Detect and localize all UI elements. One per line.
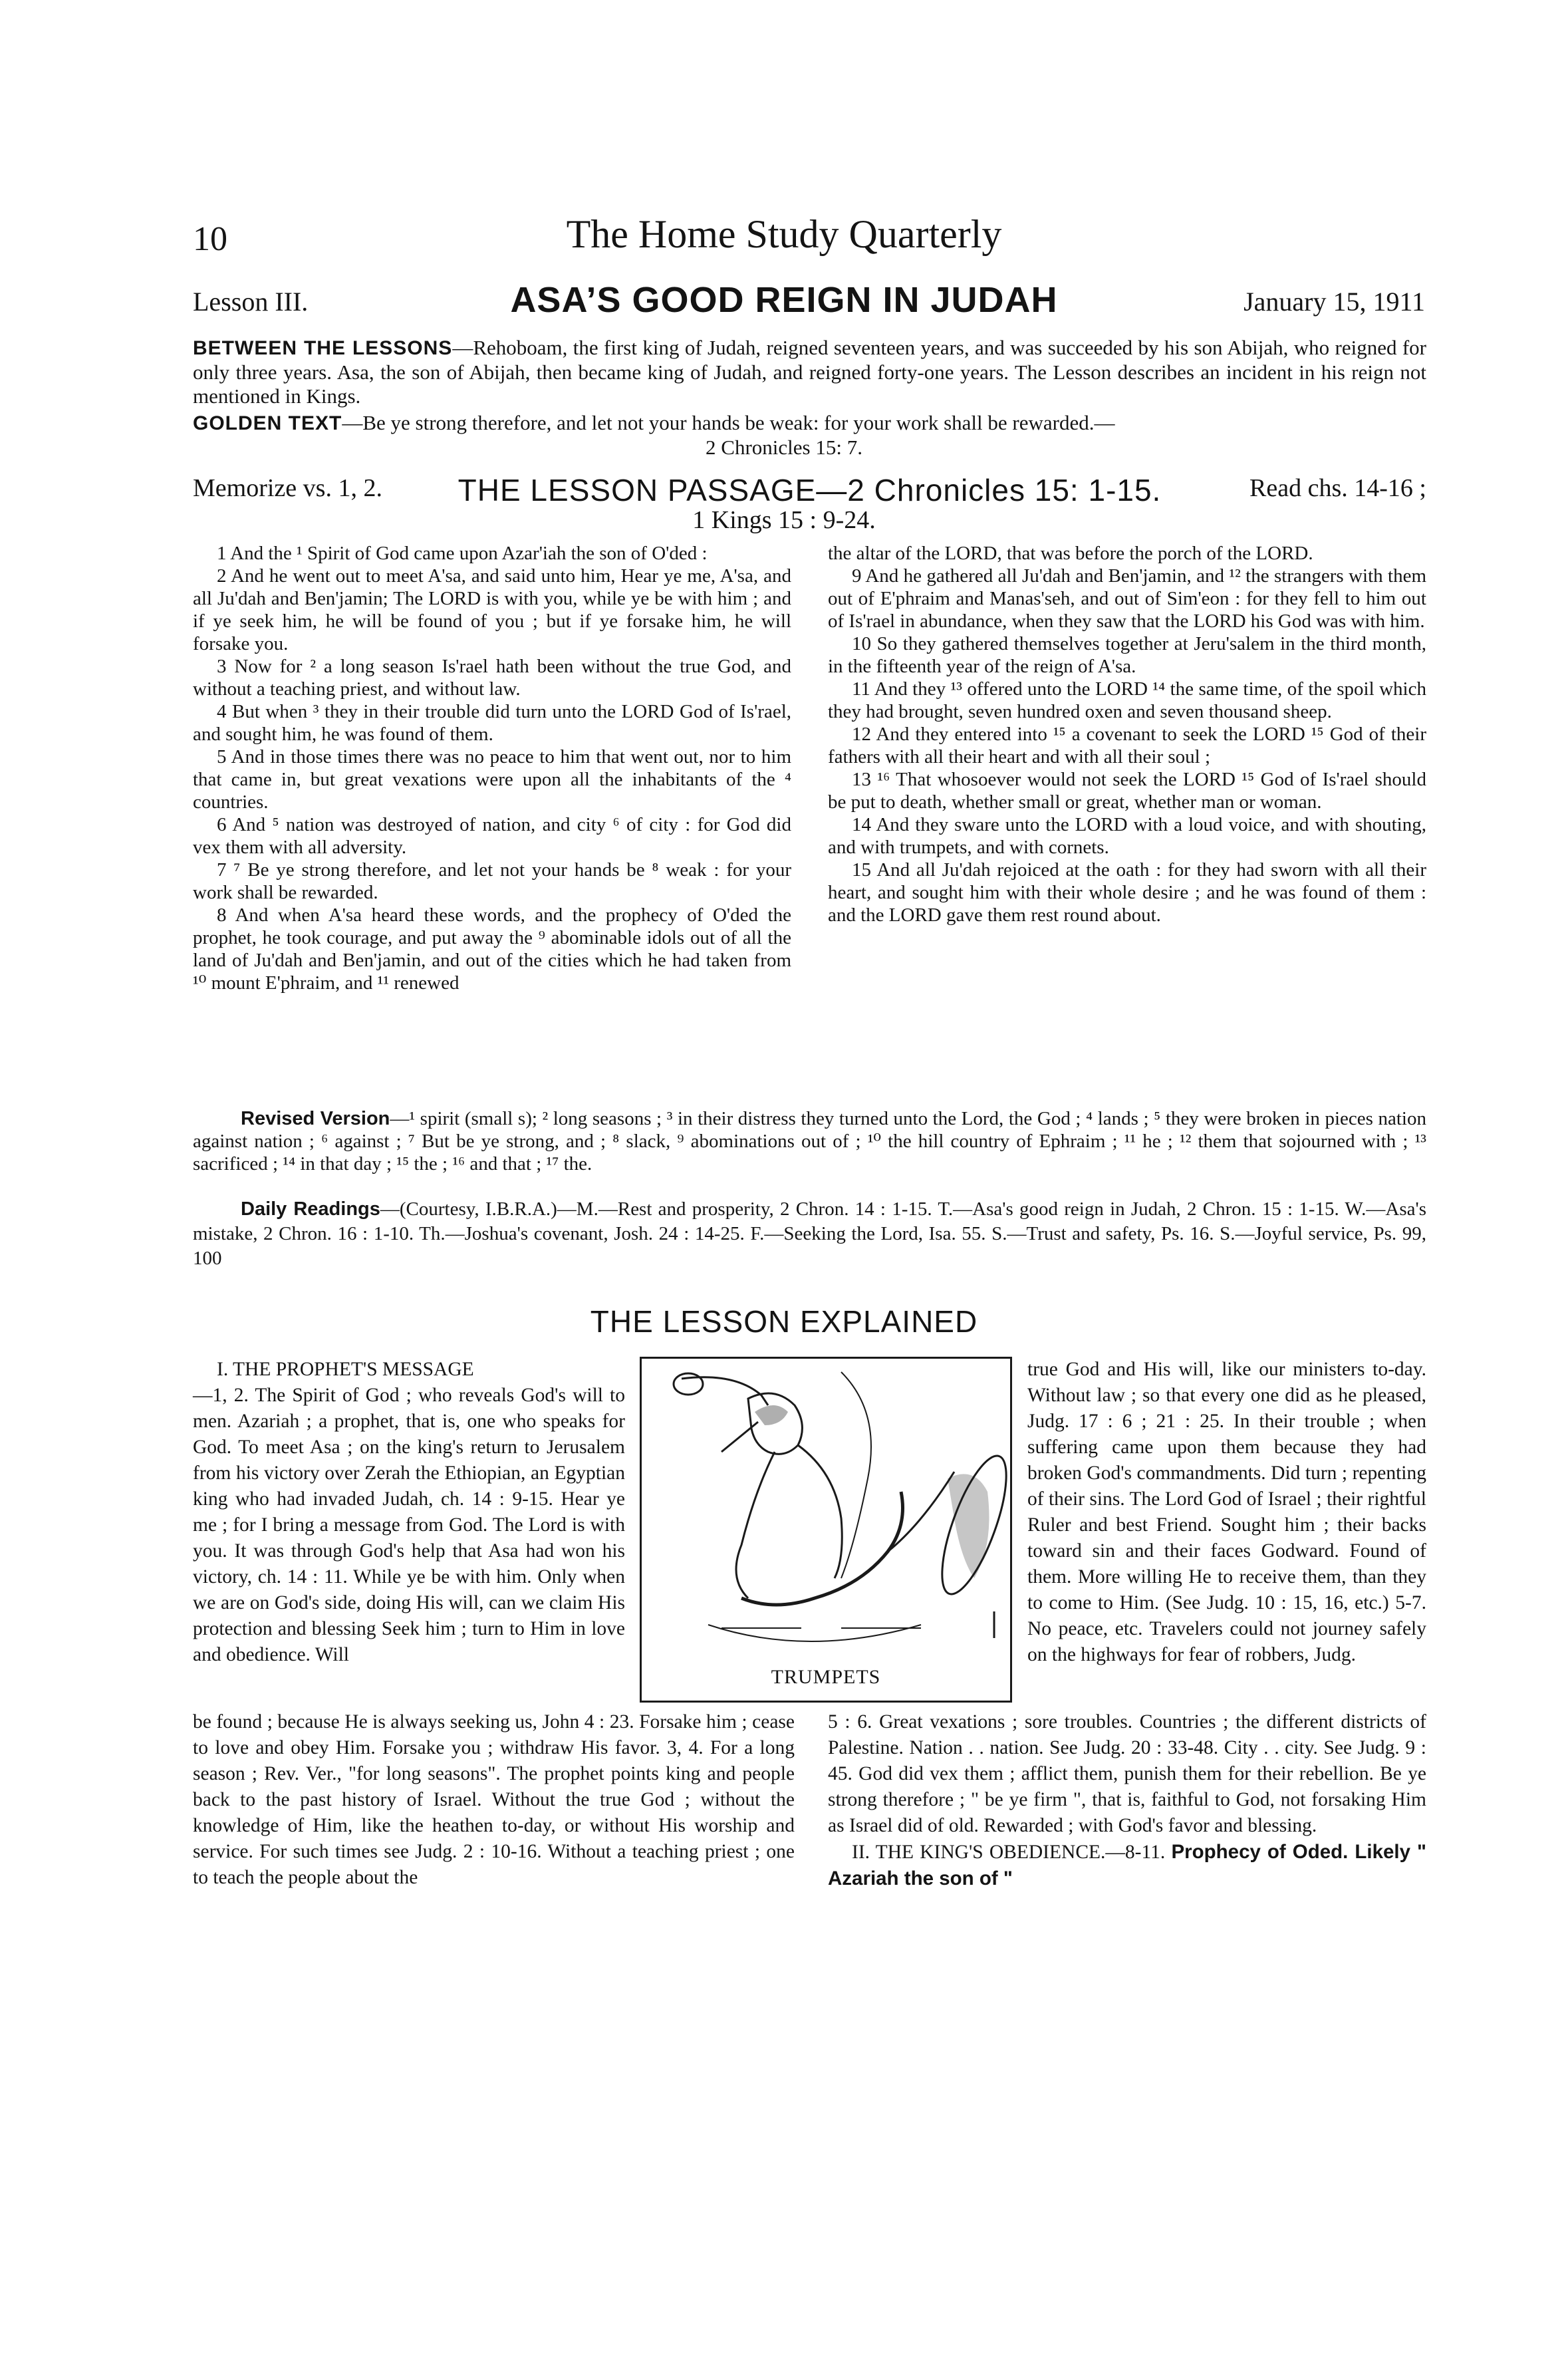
verses-right-column: [828, 542, 1426, 926]
verse: 15 And all Ju'dah rejoiced at the oath : for they had sworn with all their heart, and sought him with their whole desire ; and he was found of them : and the LORD gave them rest round about.: [828, 859, 1426, 926]
trumpets-illustration: [640, 1357, 1012, 1703]
section-heading: II. THE KING'S OBEDIENCE.—8-11.: [852, 1842, 1166, 1863]
verse: 3 Now for ² a long season Is'rael hath been without the true God, and without a teaching priest, and without law.: [193, 656, 791, 700]
explained-bottom-right: [828, 1709, 1426, 1892]
golden-text-heading: GOLDEN TEXT: [193, 412, 342, 434]
verse: 8 And when A'sa heard these words, and the prophecy of O'ded the prophet, he took courage, and put away the ⁹ abominable idols out of all the land of Ju'dah and Ben'jamin, and out of the cities which he had taken from ¹⁰ mount E'phraim, and ¹¹ renewed: [193, 904, 791, 994]
golden-text-reference: 2 Chronicles 15: 7.: [706, 436, 862, 459]
explained-bottom-left: [193, 1709, 795, 1891]
verse: 11 And they ¹³ offered unto the LORD ¹⁴ the same time, of the spoil which they had brought, seven hundred oxen and seven thousand sheep.: [828, 678, 1426, 722]
verse: 4 But when ³ they in their trouble did turn unto the LORD God of Is'rael, and sought him, he was found of them.: [193, 701, 791, 745]
trumpet-player-drawing: [642, 1359, 1010, 1701]
explained-text: —1, 2. The Spirit of God ; who reveals God's will to men. Azariah ; a prophet, that is, one who speaks for God. To meet Asa ; on the king's return to Jerusalem from his victory over Zerah the Ethiopian, an Egyptian king who had invaded Judah, ch. 14 : 9-15. Hear ye me ; for I bring a message from God. The Lord is with you. It was through God's help that Asa had won his victory, ch. 14 : 11. While ye be with him. Only when we are on God's side, doing His will, can we claim His protection and blessing Seek him ; turn to Him in love and obedience. Will: [193, 1385, 625, 1665]
verse: 2 And he went out to meet A'sa, and said unto him, Hear ye me, A'sa, and all Ju'dah and Ben'jamin; The LORD is with you, while ye be with him ; and if ye seek him, he will be found of you ; but if ye forsake him, he will forsake you.: [193, 565, 791, 654]
verse: 6 And ⁵ nation was destroyed of nation, and city ⁶ of city : for God did vex them with all adversity.: [193, 814, 791, 858]
section-text: Prophecy of Oded. Likely " Azariah the son of ": [828, 1841, 1426, 1889]
between-lessons: [193, 336, 1426, 408]
between-lessons-text: —Rehoboam, the first king of Judah, reigned seventeen years, and was succeeded by his son Abijah, who reigned for only three years. Asa, the son of Abijah, then became king of Judah, and reigned forty-one years. The Lesson describes an incident in his reign not mentioned in Kings.: [193, 336, 1426, 408]
revised-version-heading: Revised Version: [241, 1108, 390, 1129]
revised-version: [193, 1107, 1426, 1175]
revised-version-text: —¹ spirit (small s); ² long seasons ; ³ in their distress they turned unto the Lord, the God ; ⁴ lands ; ⁵ they were broken in pieces nation against nation ; ⁶ against ; ⁷ But be ye strong, and ; ⁸ slack, ⁹ abominations out of ; ¹⁰ the hill country of Ephraim ; ¹¹ he ; ¹² them that sojourned with ; ¹³ sacrificed ; ¹⁴ in that day ; ¹⁵ the ; ¹⁶ and that ; ¹⁷ the.: [193, 1108, 1426, 1175]
explained-text: true God and His will, like our ministers to-day. Without law ; so that every one did as he pleased, Judg. 17 : 6 ; 21 : 25. In their trouble ; when suffering came upon them because they had broken God's commandments. Did turn ; repenting of their sins. The Lord God of Israel ; their rightful Ruler and best Friend. Sought him ; their backs toward sin and their faces Godward. Found of them. More willing He to receive them, than they to come to Him. (See Judg. 10 : 15, 16, etc.) 5-7. No peace, etc. Travelers could not journey safely on the highways for fear of robbers, Judg.: [1027, 1359, 1426, 1665]
lesson-label: Lesson III.: [193, 287, 309, 317]
verse: 5 And in those times there was no peace to him that went out, nor to him that came in, but great vexations were upon all the inhabitants of the ⁴ countries.: [193, 746, 791, 813]
verse: 14 And they sware unto the LORD with a loud voice, and with shouting, and with trumpets, and with cornets.: [828, 814, 1426, 858]
golden-text-body: —Be ye strong therefore, and let not your hands be weak: for your work shall be rewarded.—: [342, 411, 1115, 434]
golden-text: [193, 411, 1426, 436]
verse: 12 And they entered into ¹⁵ a covenant to seek the LORD ¹⁵ God of their fathers with all their heart and with all their soul ;: [828, 724, 1426, 767]
passage-heading: THE LESSON PASSAGE—2 Chronicles 15: 1-15.: [457, 473, 1162, 507]
explained-text: be found ; because He is always seeking us, John 4 : 23. Forsake him ; cease to love and obey Him. Forsake you ; withdraw His favor. 3, 4. For a long season ; Rev. Ver., "for long seasons". The prophet points king and people back to the past history of Israel. Without the true God ; without the knowledge of Him, like the heathen to-day, or without His worship and service. For such times see Judg. 2 : 10-16. Without a teaching priest ; one to teach the people about the: [193, 1711, 795, 1888]
daily-readings-text: —(Courtesy, I.B.R.A.)—M.—Rest and prosperity, 2 Chron. 14 : 1-15. T.—Asa's good reign in Judah, 2 Chron. 15 : 1-15. W.—Asa's mistake, 2 Chron. 16 : 1-10. Th.—Joshua's covenant, Josh. 24 : 14-25. F.—Seeking the Lord, Isa. 55. S.—Trust and safety, Ps. 16. S.—Joyful service, Ps. 99, 100: [193, 1198, 1426, 1269]
reading-note-cont: 1 Kings 15 : 9-24.: [692, 506, 876, 534]
lesson-explained-heading: THE LESSON EXPLAINED: [590, 1304, 978, 1339]
trumpet-bell-top: [682, 1377, 768, 1405]
verse: 10 So they gathered themselves together at Jeru'salem in the third month, in the fifteenth year of the reign of A'sa.: [828, 633, 1426, 677]
verse: 13 ¹⁶ That whosoever would not seek the LORD ¹⁵ God of Is'rael should be put to death, whether small or great, whether man or woman.: [828, 769, 1426, 813]
running-title: The Home Study Quarterly: [566, 212, 1002, 256]
verses-left-column: [193, 542, 791, 994]
passage-heading-row: [193, 472, 1426, 508]
verse-continuation: the altar of the LORD, that was before the porch of the LORD.: [828, 543, 1313, 564]
daily-readings-heading: Daily Readings: [241, 1198, 380, 1220]
page-number: 10: [193, 220, 227, 258]
between-lessons-heading: BETWEEN THE LESSONS: [193, 337, 453, 359]
explained-text: 5 : 6. Great vexations ; sore troubles. Countries ; the different districts of Palestine. Nation . . nation. See Judg. 20 : 33-48. City . . city. See Judg. 9 : 45. God did vex them ; afflict them, punish them for their rebellion. Be ye strong therefore ; " be ye firm ", that is, faithful to God, not forsaking Him as Israel did of old. Rewarded ; with God's favor and blessing.: [828, 1711, 1426, 1836]
lesson-title: ASA’S GOOD REIGN IN JUDAH: [510, 280, 1058, 320]
verse: 7 ⁷ Be ye strong therefore, and let not your hands be ⁸ weak : for your work shall be rewarded.: [193, 859, 791, 903]
daily-readings: [193, 1197, 1426, 1271]
explained-right-column: [1027, 1357, 1426, 1668]
memorize-note: Memorize vs. 1, 2.: [193, 474, 382, 502]
verse: 9 And he gathered all Ju'dah and Ben'jamin, and ¹² the strangers with them out of E'phraim and Manas'seh, and out of Sim'eon : for they fell to him out of Is'rael in abundance, when they saw that the LORD his God was with him.: [828, 565, 1426, 632]
curved-horn: [741, 1492, 903, 1605]
section-heading: I. THE PROPHET'S MESSAGE: [217, 1359, 474, 1380]
explained-left-column: [193, 1357, 625, 1668]
reading-note: Read chs. 14-16 ;: [1249, 474, 1426, 502]
lesson-date: January 15, 1911: [1243, 287, 1425, 317]
figure-caption: TRUMPETS: [771, 1666, 881, 1688]
verse: 1 And the ¹ Spirit of God came upon Azar'iah the son of O'ded :: [217, 543, 708, 564]
